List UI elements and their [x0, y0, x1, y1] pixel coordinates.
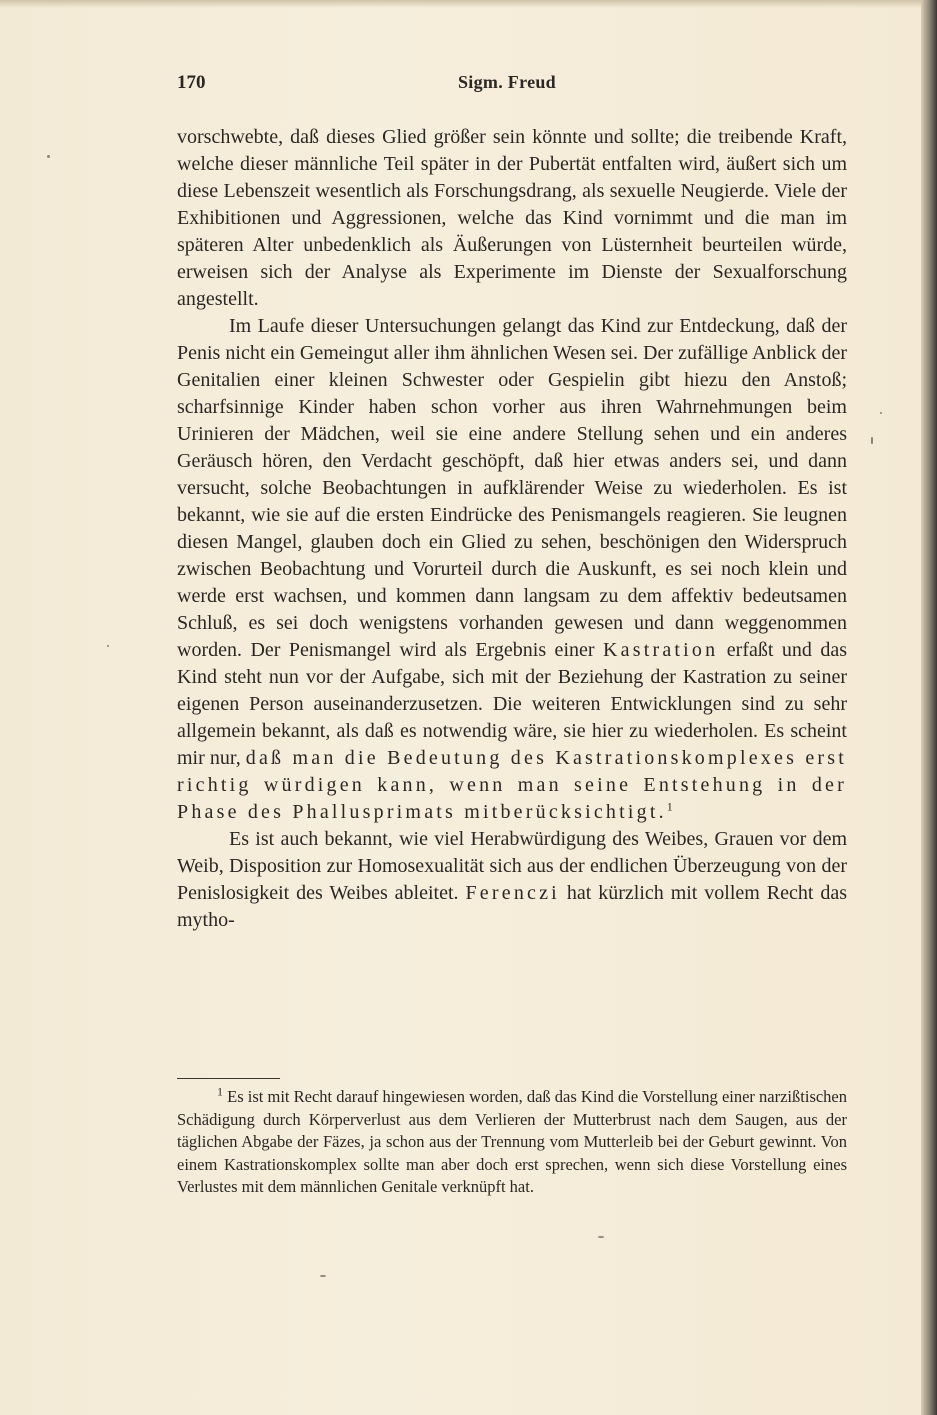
footnote-reference[interactable]: 1 [666, 799, 673, 814]
main-text [177, 124, 847, 934]
emphasis-ferenczi: Ferenczi [465, 882, 560, 904]
scan-speck [107, 645, 109, 647]
paragraph-3-part-c: hat kürzlich mit vollem Recht das mytho- [177, 882, 848, 931]
footnote-text: Es ist mit Recht darauf hingewiesen worden, daß das Kind die Vorstellung einer narzißtischen Schädigung durch Körperverlust aus dem Verlieren der Mutterbrust nach dem Saugen, aus der täglichen Abgabe der Fäzes, ja schon aus der Trennung vom Mutterleib bei der Geburt gewinnt. Von einem Kastrationskomplex sollte man aber doch erst sprechen, wenn sich diese Vorstellung eines Verlustes mit dem männlichen Genitale verknüpft hat. [177, 1087, 848, 1197]
paragraph-2-part-a: Im Laufe dieser Untersuchungen gelangt das Kind zur Entdeckung, daß der Penis nicht ein Gemeingut aller ihm ähnlichen Wesen sei. Der zufällige Anblick der Genitalien einer kleinen Schwester oder Gespielin gibt hiezu den Anstoß; scharfsinnige Kinder haben schon vorher aus ihren Wahrnehmungen beim Urinieren der Mädchen, weil sie eine andere Stellung sehen und ein anderes Geräusch hören, den Verdacht geschöpft, daß hier etwas anders sei, und dann versucht, solche Beobachtungen in aufklärender Weise zu wiederholen. Es ist bekannt, wie sie auf die ersten Eindrücke des Penismangels reagieren. Sie leugnen diesen Mangel, glauben doch ein Glied zu sehen, beschönigen den Widerspruch zwischen Beobachtung und Vorurteil durch die Auskunft, es sei noch klein und werde erst wachsen, und kommen dann langsam zu dem affektiv bedeutsamen Schluß, es sei doch wenigstens vorhanden gewesen und dann weggenommen worden. Der Penismangel wird als Ergebnis einer [177, 315, 847, 661]
emphasis-phallusprimat-sentence: daß man die Bedeutung des Kastrationskomplexes erst richtig würdigen kann, wenn man seine Entstehung in der Phase des Phallusprimats mitberücksichtigt. [177, 747, 847, 823]
scan-speck [871, 437, 873, 444]
paragraph-3 [177, 826, 847, 934]
scan-speck [880, 412, 882, 414]
paragraph-2 [177, 313, 847, 826]
scan-speck [598, 1236, 604, 1238]
footnote-rule [177, 1078, 280, 1079]
page-header [177, 72, 847, 96]
scan-speck [47, 155, 50, 158]
page-top-shadow [0, 0, 937, 8]
paragraph-2-part-c: erfaßt und das Kind steht nun vor der Aufgabe, sich mit der Beziehung der Kastration zu seiner eigenen Person auseinanderzusetzen. Die weiteren Entwicklungen sind zu sehr allgemein bekannt, als daß es notwendig wäre, sie hier zu wiederholen. Es scheint mir nur, [177, 639, 848, 769]
footnote-text-block [177, 1086, 847, 1199]
footnote [177, 1086, 847, 1199]
running-head: Sigm. Freud [458, 72, 556, 92]
page-right-edge-shadow [921, 0, 937, 1415]
paragraph-1: vorschwebte, daß dieses Glied größer sein könnte und sollte; die treibende Kraft, welche dieser männliche Teil später in der Pubertät entfalten wird, äußert sich um diese Lebenszeit wesentlich als Forschungsdrang, als sexuelle Neugierde. Viele der Exhibitionen und Aggressionen, welche das Kind vornimmt und die man im späteren Alter unbedenklich als Äußerungen von Lüsternheit beurteilen würde, erweisen sich der Analyse als Experimente im Dienste der Sexualforschung angestellt. [177, 126, 847, 310]
paragraph-3-part-a: Es ist auch bekannt, wie viel Herabwürdigung des Weibes, Grauen vor dem Weib, Disposition zur Homosexualität sich aus der endlichen Überzeugung von der Penislosigkeit des Weibes ableitet. [177, 828, 847, 904]
footnote-marker: 1 [217, 1084, 223, 1099]
page-number: 170 [177, 72, 206, 93]
scan-speck [320, 1275, 326, 1277]
emphasis-kastration: Kastration [603, 639, 719, 661]
